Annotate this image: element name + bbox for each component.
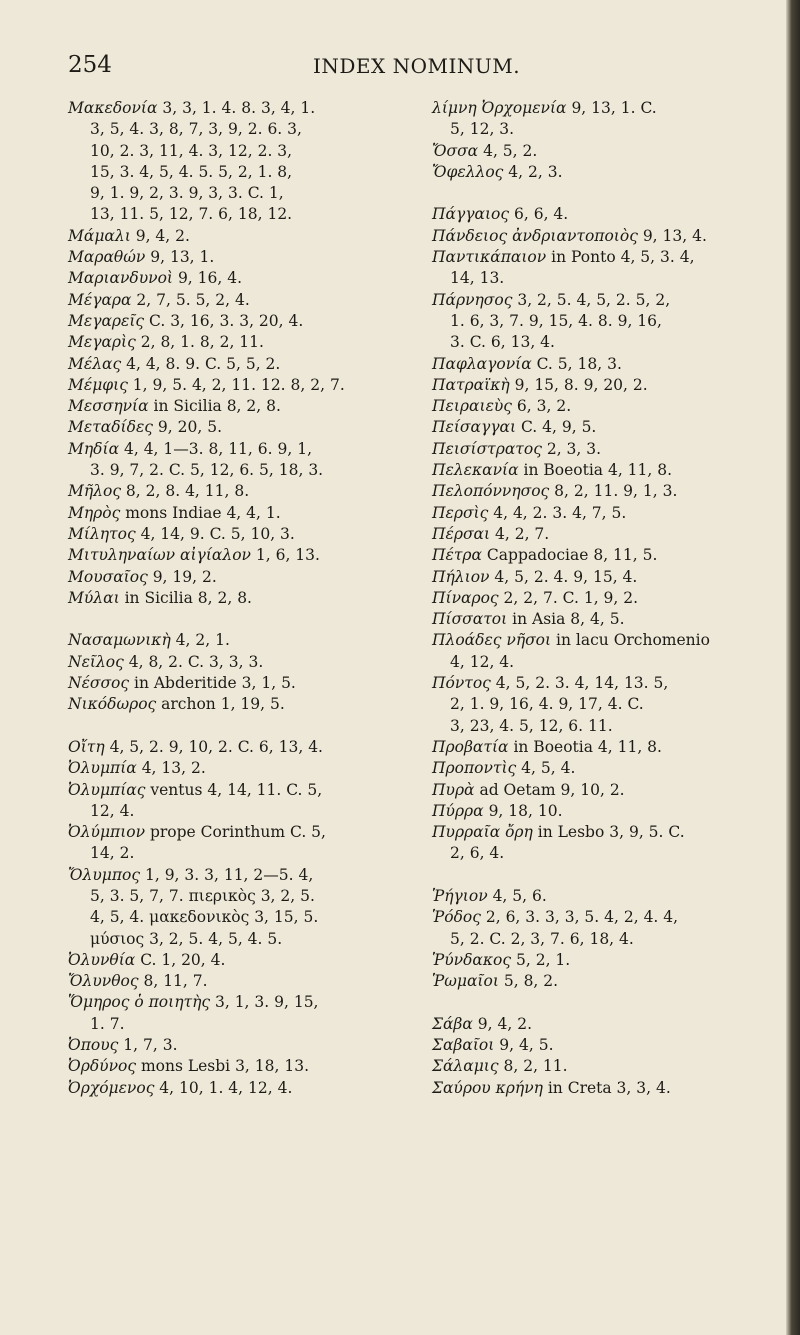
index-entry bbox=[432, 396, 777, 417]
entry-references: 4, 5, 2. 4. 9, 15, 4. bbox=[489, 567, 638, 586]
entry-references: in Ponto 4, 5, 3. 4, bbox=[546, 248, 695, 267]
index-entry bbox=[68, 737, 418, 758]
index-entry bbox=[432, 439, 777, 460]
index-entry bbox=[68, 865, 418, 886]
entry-headword: Πατραϊκὴ bbox=[432, 375, 510, 394]
entry-headword: Μακεδονία bbox=[68, 99, 158, 117]
entry-references: 9, 1. 9, 2, 3. 9, 3, 3. C. 1, bbox=[90, 184, 284, 203]
entry-headword: Ὀλυμπίας bbox=[68, 780, 146, 799]
entry-references: in Boeotia 4, 11, 8. bbox=[518, 461, 673, 480]
index-entry bbox=[432, 290, 777, 311]
index-entry bbox=[432, 907, 777, 928]
entry-headword: Μέγαρα bbox=[68, 290, 132, 309]
index-entry bbox=[432, 630, 777, 651]
entry-references: 5, 3. 5, 7, 7. πιερικὸς 3, 2, 5. bbox=[90, 886, 315, 905]
entry-headword: Ὄλυμπος bbox=[68, 865, 141, 884]
entry-references: 3, 2, 5. 4, 5, 2. 5, 2, bbox=[512, 290, 671, 309]
entry-references: 9, 13, 4. bbox=[637, 226, 707, 245]
index-entry bbox=[432, 950, 777, 971]
entry-headword: Ῥόδος bbox=[432, 908, 481, 927]
entry-references: 2, 3, 3. bbox=[541, 439, 602, 458]
entry-headword: Πειραιεὺς bbox=[432, 397, 512, 416]
index-entry bbox=[432, 1014, 777, 1035]
entry-references: 3, 1, 3. 9, 15, bbox=[210, 993, 319, 1012]
entry-headword: Πεισίστρατος bbox=[432, 439, 542, 458]
entry-references: 3, 23, 4. 5, 12, 6. 11. bbox=[450, 716, 613, 735]
section-gap bbox=[432, 992, 777, 1013]
entry-references: 2, 6, 3. 3, 3, 5. 4, 2, 4. 4, bbox=[480, 908, 679, 927]
entry-references: 2, 2, 7. C. 1, 9, 2. bbox=[498, 588, 639, 607]
index-entry bbox=[68, 780, 418, 801]
index-entry bbox=[68, 247, 418, 268]
entry-references: 9, 15, 8. 9, 20, 2. bbox=[509, 375, 648, 394]
entry-references: 6, 3, 2. bbox=[512, 397, 572, 416]
entry-headword: Ὀλύμπιον bbox=[68, 823, 146, 842]
entry-references: C. 4, 9, 5. bbox=[516, 418, 597, 437]
entry-references: 1, 7, 3. bbox=[118, 1036, 178, 1055]
entry-references: prope Corinthum C. 5, bbox=[145, 823, 326, 842]
index-entry bbox=[432, 822, 777, 843]
entry-headword: Παντικάπαιον bbox=[432, 248, 547, 267]
entry-references: 9, 19, 2. bbox=[147, 567, 217, 586]
entry-headword: Μέλας bbox=[68, 354, 122, 373]
entry-headword: Ὄφελλος bbox=[432, 162, 504, 181]
entry-references: 4, 5, 4. bbox=[516, 759, 576, 778]
entry-headword: Σαύρου κρήνη bbox=[432, 1078, 543, 1097]
entry-references: 6, 6, 4. bbox=[509, 205, 569, 224]
index-entry bbox=[432, 98, 777, 119]
index-entry bbox=[68, 673, 418, 694]
entry-headword: Πάγγαιος bbox=[432, 205, 510, 224]
index-entry bbox=[432, 758, 777, 779]
entry-references: 3, 3, 1. 4. 8. 3, 4, 1. bbox=[157, 99, 316, 117]
entry-headword: Μαριανδυνοὶ bbox=[68, 269, 174, 288]
entry-headword: Μεγαρεῖς bbox=[68, 311, 145, 330]
index-entry bbox=[432, 737, 777, 758]
index-entry bbox=[68, 758, 418, 779]
index-entry bbox=[432, 226, 777, 247]
entry-references: 4, 12, 4. bbox=[450, 652, 515, 671]
index-entry bbox=[432, 247, 777, 268]
index-entry-continuation bbox=[432, 332, 777, 353]
entry-headword: Ὀρδύνος bbox=[68, 1057, 137, 1076]
entry-headword: Μαραθών bbox=[68, 248, 146, 267]
entry-references: 5, 8, 2. bbox=[498, 972, 559, 991]
index-entry bbox=[68, 417, 418, 438]
index-entry-continuation bbox=[432, 119, 777, 140]
entry-references: 2, 7, 5. 5, 2, 4. bbox=[131, 290, 250, 309]
entry-headword: Σαβαῖοι bbox=[432, 1036, 495, 1055]
entry-references: in lacu Orchomenio bbox=[551, 631, 710, 650]
entry-references: 9, 16, 4. bbox=[173, 269, 243, 288]
index-entry bbox=[432, 673, 777, 694]
index-entry bbox=[432, 801, 777, 822]
entry-references: 4, 4, 8. 9. C. 5, 5, 2. bbox=[121, 354, 281, 373]
entry-references: 4, 2, 1. bbox=[170, 631, 230, 650]
index-column-left bbox=[68, 98, 418, 1099]
entry-headword: Περσὶς bbox=[432, 503, 489, 522]
index-entry bbox=[432, 1056, 777, 1077]
entry-references: 2, 8, 1. 8, 2, 11. bbox=[135, 333, 264, 352]
entry-references: ventus 4, 14, 11. C. 5, bbox=[145, 780, 323, 799]
entry-references: 8, 2, 11. 9, 1, 3. bbox=[549, 482, 678, 501]
entry-headword: Μάμαλι bbox=[68, 226, 131, 245]
index-entry bbox=[68, 630, 418, 651]
index-column-right bbox=[432, 98, 777, 1099]
entry-headword: Πόντος bbox=[432, 674, 491, 693]
entry-headword: Οἴτη bbox=[68, 737, 105, 756]
entry-references: in Asia 8, 4, 5. bbox=[507, 610, 625, 629]
entry-headword: Μηδία bbox=[68, 439, 120, 458]
entry-references: 1, 9, 3. 3, 11, 2—5. 4, bbox=[140, 865, 314, 884]
running-title: INDEX NOMINUM. bbox=[313, 54, 521, 78]
index-entry-continuation bbox=[432, 929, 777, 950]
entry-headword: Ῥύνδακος bbox=[432, 950, 512, 969]
index-entry bbox=[432, 886, 777, 907]
entry-references: mons Indiae 4, 4, 1. bbox=[120, 503, 281, 522]
entry-references: 14, 13. bbox=[450, 269, 505, 288]
entry-references: 4, 2, 3. bbox=[503, 162, 563, 181]
index-entry bbox=[68, 375, 418, 396]
entry-references: 5, 12, 3. bbox=[450, 120, 515, 139]
entry-references: in Sicilia 8, 2, 8. bbox=[119, 588, 252, 607]
entry-references: mons Lesbi 3, 18, 13. bbox=[136, 1057, 310, 1076]
index-entry bbox=[432, 375, 777, 396]
entry-headword: Μέμφις bbox=[68, 375, 128, 394]
index-entry bbox=[68, 971, 418, 992]
index-entry bbox=[68, 1078, 418, 1099]
entry-headword: Πείσαγγαι bbox=[432, 418, 517, 437]
entry-references: 3. 9, 7, 2. C. 5, 12, 6. 5, 18, 3. bbox=[90, 461, 324, 480]
entry-headword: Πελοπόννησος bbox=[432, 482, 550, 501]
entry-headword: Πέτρα bbox=[432, 546, 482, 565]
entry-references: 1, 9, 5. 4, 2, 11. 12. 8, 2, 7. bbox=[127, 375, 345, 394]
index-entry bbox=[68, 503, 418, 524]
index-entry bbox=[68, 545, 418, 566]
entry-references: 9, 13, 1. C. bbox=[566, 99, 657, 117]
entry-references: 10, 2. 3, 11, 4. 3, 12, 2. 3, bbox=[90, 141, 293, 160]
entry-references: 9, 18, 10. bbox=[483, 801, 563, 820]
entry-references: archon 1, 19, 5. bbox=[156, 695, 285, 714]
entry-headword: Νεῖλος bbox=[68, 652, 124, 671]
index-entry bbox=[432, 971, 777, 992]
index-entry bbox=[68, 567, 418, 588]
index-entry bbox=[432, 204, 777, 225]
index-entry-continuation bbox=[432, 843, 777, 864]
entry-references: in Sicilia 8, 2, 8. bbox=[148, 397, 281, 416]
page-number: 254 bbox=[68, 52, 112, 78]
index-entry bbox=[68, 1056, 418, 1077]
entry-headword: Σάλαμις bbox=[432, 1057, 499, 1076]
entry-references: 4, 10, 1. 4, 12, 4. bbox=[154, 1078, 293, 1097]
entry-headword: Πίσσατοι bbox=[432, 610, 508, 629]
section-gap bbox=[68, 609, 418, 630]
entry-headword: Πίναρος bbox=[432, 588, 499, 607]
index-entry bbox=[68, 1035, 418, 1056]
entry-references: ad Oetam 9, 10, 2. bbox=[474, 780, 625, 799]
index-entry-continuation bbox=[68, 119, 418, 140]
entry-headword: Πλοάδες νῆσοι bbox=[432, 631, 552, 650]
section-gap bbox=[432, 183, 777, 204]
entry-headword: Πέρσαι bbox=[432, 524, 491, 543]
entry-references: 4, 4, 1—3. 8, 11, 6. 9, 1, bbox=[119, 439, 312, 458]
entry-references: 5, 2. C. 2, 3, 7. 6, 18, 4. bbox=[450, 929, 634, 948]
index-entry bbox=[68, 226, 418, 247]
entry-references: 9, 20, 5. bbox=[152, 418, 222, 437]
index-entry-continuation bbox=[68, 886, 418, 907]
entry-headword: Πυρραῖα ὄρη bbox=[432, 823, 533, 842]
entry-references: 14, 2. bbox=[90, 844, 135, 863]
entry-headword: Πήλιον bbox=[432, 567, 490, 586]
entry-references: C. 3, 16, 3. 3, 20, 4. bbox=[144, 311, 304, 330]
entry-headword: Ῥωμαῖοι bbox=[432, 972, 499, 991]
index-entry bbox=[432, 588, 777, 609]
entry-references: 4, 5, 4. μακεδονικὸς 3, 15, 5. bbox=[90, 908, 319, 927]
entry-references: 4, 5, 6. bbox=[487, 886, 547, 905]
index-entry bbox=[68, 992, 418, 1013]
entry-references: 9, 4, 2. bbox=[472, 1014, 533, 1033]
page-header bbox=[0, 52, 786, 92]
index-entry bbox=[432, 545, 777, 566]
index-entry bbox=[432, 1035, 777, 1056]
entry-headword: Σάβα bbox=[432, 1014, 473, 1033]
entry-references: 4, 5, 2. 9, 10, 2. C. 6, 13, 4. bbox=[104, 737, 323, 756]
entry-references: 5, 2, 1. bbox=[511, 950, 571, 969]
entry-references: 4, 4, 2. 3. 4, 7, 5. bbox=[488, 503, 627, 522]
entry-references: 3. C. 6, 13, 4. bbox=[450, 333, 555, 352]
entry-headword: Ὀπους bbox=[68, 1036, 119, 1055]
entry-headword: Μεσσηνία bbox=[68, 397, 149, 416]
index-entry bbox=[68, 652, 418, 673]
index-entry bbox=[432, 460, 777, 481]
entry-references: in Boeotia 4, 11, 8. bbox=[508, 737, 662, 756]
entry-headword: Νικόδωρος bbox=[68, 695, 157, 714]
entry-references: 4, 13, 2. bbox=[136, 759, 206, 778]
entry-headword: Προποντὶς bbox=[432, 759, 517, 778]
entry-headword: Ὀλυνθία bbox=[68, 950, 136, 969]
entry-references: 13, 11. 5, 12, 7. 6, 18, 12. bbox=[90, 205, 293, 224]
entry-headword: Ῥήγιον bbox=[432, 886, 488, 905]
entry-references: 2, 6, 4. bbox=[450, 844, 505, 863]
index-entry-continuation bbox=[68, 843, 418, 864]
entry-references: C. 5, 18, 3. bbox=[531, 354, 622, 373]
entry-references: 9, 4, 2. bbox=[130, 226, 190, 245]
entry-headword: Πύρρα bbox=[432, 801, 484, 820]
entry-headword: Νέσσος bbox=[68, 674, 130, 693]
entry-headword: Ὄλυνθος bbox=[68, 972, 139, 991]
entry-references: 4, 5, 2. 3. 4, 14, 13. 5, bbox=[490, 674, 669, 693]
index-entry bbox=[68, 268, 418, 289]
index-entry-continuation bbox=[432, 652, 777, 673]
index-entry bbox=[68, 396, 418, 417]
index-entry bbox=[432, 567, 777, 588]
index-entry bbox=[68, 822, 418, 843]
entry-references: 1. 7. bbox=[90, 1014, 125, 1033]
entry-references: 9, 13, 1. bbox=[145, 248, 215, 267]
entry-headword: Πάνδειος ἀνδριαντοποιὸς bbox=[432, 226, 638, 245]
entry-references: 1. 6, 3, 7. 9, 15, 4. 8. 9, 16, bbox=[450, 311, 662, 330]
index-entry-continuation bbox=[68, 907, 418, 928]
index-entry-continuation bbox=[432, 311, 777, 332]
index-entry bbox=[432, 524, 777, 545]
page-edge bbox=[786, 0, 800, 1335]
entry-headword: Ὅμηρος ὁ ποιητὴς bbox=[68, 993, 211, 1012]
section-gap bbox=[68, 716, 418, 737]
index-entry bbox=[68, 950, 418, 971]
index-entry bbox=[432, 481, 777, 502]
index-entry bbox=[432, 1078, 777, 1099]
index-entry bbox=[432, 609, 777, 630]
entry-headword: Μιτυληναίων αἰγίαλον bbox=[68, 546, 251, 565]
entry-references: 4, 14, 9. C. 5, 10, 3. bbox=[135, 524, 295, 543]
entry-headword: Ὀλυμπία bbox=[68, 759, 137, 778]
index-entry-continuation bbox=[432, 716, 777, 737]
index-entry bbox=[432, 162, 777, 183]
index-entry bbox=[432, 141, 777, 162]
index-entry-continuation bbox=[68, 801, 418, 822]
entry-headword: Μεγαρὶς bbox=[68, 333, 136, 352]
entry-headword: Ὄσσα bbox=[432, 141, 479, 160]
index-entry bbox=[68, 588, 418, 609]
entry-references: 15, 3. 4, 5, 4. 5. 5, 2, 1. 8, bbox=[90, 162, 293, 181]
entry-references: 12, 4. bbox=[90, 801, 135, 820]
entry-references: 2, 1. 9, 16, 4. 9, 17, 4. C. bbox=[450, 695, 644, 714]
index-entry bbox=[68, 524, 418, 545]
entry-headword: Μίλητος bbox=[68, 524, 136, 543]
entry-headword: Νασαμωνικὴ bbox=[68, 631, 171, 650]
entry-references: μύσιος 3, 2, 5. 4, 5, 4. 5. bbox=[90, 929, 283, 948]
index-entry-continuation bbox=[68, 162, 418, 183]
index-entry bbox=[432, 780, 777, 801]
index-entry bbox=[68, 98, 418, 119]
entry-references: 8, 2, 8. 4, 11, 8. bbox=[121, 482, 250, 501]
index-entry bbox=[68, 694, 418, 715]
index-entry bbox=[68, 439, 418, 460]
entry-references: 8, 2, 11. bbox=[498, 1057, 568, 1076]
entry-headword: Πυρὰ bbox=[432, 780, 475, 799]
entry-references: 4, 5, 2. bbox=[478, 141, 538, 160]
entry-headword: Πελεκανία bbox=[432, 461, 519, 480]
entry-references: 1, 6, 13. bbox=[250, 546, 320, 565]
entry-headword: λίμνη Ὀρχομενία bbox=[432, 99, 567, 117]
index-entry-continuation bbox=[68, 183, 418, 204]
entry-headword: Μεταδίδες bbox=[68, 418, 153, 437]
entry-headword: Ὀρχόμενος bbox=[68, 1078, 155, 1097]
entry-headword: Μύλαι bbox=[68, 588, 120, 607]
index-entry-continuation bbox=[68, 929, 418, 950]
index-entry-continuation bbox=[68, 1014, 418, 1035]
index-entry bbox=[68, 290, 418, 311]
entry-references: in Abderitide 3, 1, 5. bbox=[129, 674, 296, 693]
index-entry bbox=[68, 481, 418, 502]
index-entry-continuation bbox=[68, 141, 418, 162]
entry-headword: Μῆλος bbox=[68, 482, 121, 501]
index-entry bbox=[68, 332, 418, 353]
entry-headword: Μηρὸς bbox=[68, 503, 121, 522]
entry-references: 3, 5, 4. 3, 8, 7, 3, 9, 2. 6. 3, bbox=[90, 120, 302, 139]
entry-references: 9, 4, 5. bbox=[494, 1036, 554, 1055]
index-entry-continuation bbox=[432, 694, 777, 715]
index-entry bbox=[68, 311, 418, 332]
entry-references: 4, 2, 7. bbox=[490, 524, 550, 543]
entry-references: C. 1, 20, 4. bbox=[135, 950, 226, 969]
entry-references: in Creta 3, 3, 4. bbox=[542, 1078, 671, 1097]
entry-references: Cappadociae 8, 11, 5. bbox=[482, 546, 658, 565]
entry-references: 4, 8, 2. C. 3, 3, 3. bbox=[123, 652, 264, 671]
index-entry-continuation bbox=[68, 204, 418, 225]
index-entry bbox=[432, 503, 777, 524]
entry-headword: Παφλαγονία bbox=[432, 354, 532, 373]
section-gap bbox=[432, 865, 777, 886]
entry-references: in Lesbo 3, 9, 5. C. bbox=[532, 823, 685, 842]
index-entry bbox=[432, 354, 777, 375]
entry-headword: Προβατία bbox=[432, 737, 509, 756]
index-entry-continuation bbox=[432, 268, 777, 289]
entry-references: 8, 11, 7. bbox=[138, 972, 208, 991]
index-entry bbox=[68, 354, 418, 375]
entry-headword: Πάρνησος bbox=[432, 290, 513, 309]
index-entry bbox=[432, 417, 777, 438]
index-entry-continuation bbox=[68, 460, 418, 481]
entry-headword: Μουσαῖος bbox=[68, 567, 148, 586]
